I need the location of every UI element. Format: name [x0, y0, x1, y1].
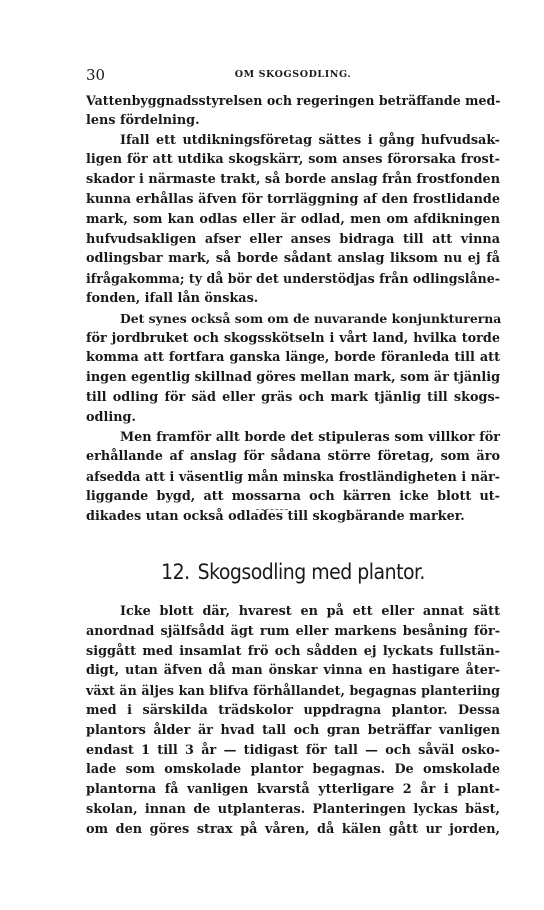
text-line: skador i närmaste trakt, så borde anslag från frostfonden	[86, 172, 500, 188]
text-line: Icke blott där, hvarest en på ett eller annat sätt	[120, 604, 500, 619]
text-line: anordnad själfsådd ägt rum eller markens besåning för-	[86, 623, 500, 639]
section-number: 12.	[161, 560, 190, 584]
text-line: ligen för att utdika skogskärr, som anses förorsaka frost-	[86, 152, 500, 168]
section-2-text	[86, 602, 500, 840]
text-line: erhållande af anslag för sådana större företag, som äro	[86, 449, 500, 465]
text-line: komma att fortfara ganska länge, borde föranleda till att	[86, 350, 500, 366]
text-line: siggått med insamlat frö och sådden ej lyckats fullstän-	[86, 643, 500, 659]
text-line: Det synes också som om de nuvarande konjunkturerna	[120, 310, 502, 326]
text-line: växt än äljes kan blifva förhållandet, begagnas planteriing	[86, 683, 500, 699]
section-heading	[86, 560, 500, 584]
text-line: odling.	[86, 409, 136, 425]
text-line: kunna erhållas äfven för torrläggning af den frostlidande	[86, 191, 500, 207]
text-line: liggande bygd, att mossarna och kärren icke blott ut-	[86, 488, 500, 504]
text-line: plantors ålder är hvad tall och gran beträffar vanligen	[86, 722, 500, 738]
text-line: om den göres strax på våren, då kälen gått ur jorden,	[86, 821, 500, 837]
text-line: afsedda att i väsentlig mån minska frostländigheten i när-	[86, 469, 500, 485]
text-line: plantorna få vanligen kvarstå ytterligare 2 år i plant-	[86, 782, 500, 798]
page-header	[86, 66, 500, 84]
text-line: odlingsbar mark, så borde sådant anslag liksom nu ej få	[86, 251, 500, 267]
text-line: ingen egentlig skillnad göres mellan mark, som är tjänlig	[86, 370, 501, 386]
section-1-text	[86, 91, 500, 527]
text-line: Vattenbyggnadsstyrelsen och regeringen beträffande med-	[86, 93, 501, 108]
text-line: Ifall ett utdikningsföretag sättes i gång hufvudsak-	[120, 132, 500, 148]
text-line: med i särskilda trädskolor uppdragna plantor. Dessa	[86, 702, 500, 718]
text-line: Men framför allt borde det stipuleras som villkor för	[120, 429, 500, 445]
page-number: 30	[86, 66, 106, 84]
text-line: ifrågakomma; ty då bör det understödjas från odlingslåne-	[86, 271, 501, 287]
text-line: hufvudsakligen afser eller anses bidraga till att vinna	[86, 231, 500, 247]
text-line: lens fördelning.	[86, 112, 200, 128]
text-line: fonden, ifall lån önskas.	[86, 290, 259, 306]
text-line: digt, utan äfven då man önskar vinna en hastigare åter-	[86, 663, 500, 679]
text-line: för jordbruket och skogsskötseln i vårt land, hvilka torde	[86, 330, 500, 346]
section-divider	[256, 509, 288, 510]
text-line: endast 1 till 3 år — tidigast för tall — och såväl osko-	[86, 742, 500, 758]
text-line: skolan, innan de utplanteras. Planteringen lyckas bäst,	[86, 801, 500, 817]
text-line: lade som omskolade plantor begagnas. De omskolade	[86, 762, 500, 778]
running-head: OM SKOGSODLING.	[234, 69, 352, 80]
text-line: till odling för säd eller gräs och mark tjänlig till skogs-	[86, 389, 500, 405]
section-title: Skogsodling med plantor.	[197, 560, 425, 584]
text-line: mark, som kan odlas eller är odlad, men om afdikningen	[86, 211, 500, 227]
text-line: dikades utan också odlades till skogbärande marker.	[86, 508, 465, 524]
